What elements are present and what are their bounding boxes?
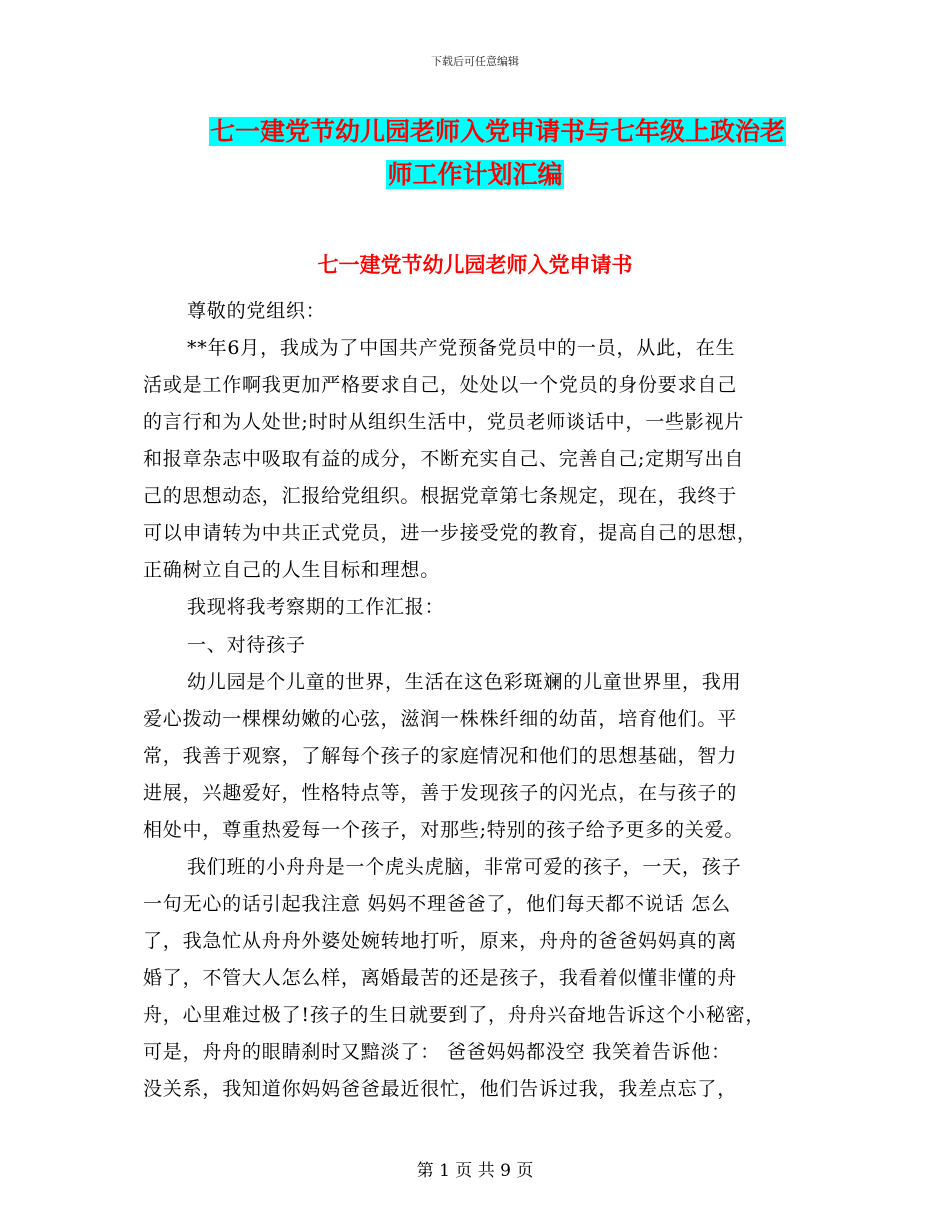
text-line: 进展，兴趣爱好，性格特点等，善于发现孩子的闪光点，在与孩子的: [143, 782, 738, 804]
text-line: 正确树立自己的人生目标和理想。: [143, 559, 441, 581]
text-line: 舟，心里难过极了!孩子的生日就要到了，舟舟兴奋地告诉这个小秘密，: [143, 1004, 766, 1026]
text-line: 我现将我考察期的工作汇报：: [187, 596, 445, 618]
text-line: 相处中，尊重热爱每一个孩子，对那些;特别的孩子给予更多的关爱。: [143, 819, 745, 841]
text-line: 的言行和为人处世;时时从组织生活中，党员老师谈话中，一些影视片: [143, 411, 745, 433]
text-line: 没关系，我知道你妈妈爸爸最近很忙，他们告诉过我，我差点忘了，: [143, 1078, 738, 1100]
text-line: 尊敬的党组织：: [187, 300, 326, 322]
header-note: 下载后可任意编辑: [431, 55, 519, 68]
document-title-text-2: 师工作计划汇编: [387, 160, 563, 189]
text-line: 常，我善于观察，了解每个孩子的家庭情况和他们的思想基础，智力: [143, 745, 738, 767]
text-line: 可是，舟舟的眼睛刹时又黯淡了： 爸爸妈妈都没空 我笑着告诉他：: [143, 1041, 731, 1063]
text-line: 己的思想动态，汇报给党组织。根据党章第七条规定，现在，我终于: [143, 485, 738, 507]
section-title: 七一建党节幼儿园老师入党申请书: [317, 252, 633, 277]
text-line: **年6月，我成为了中国共产党预备党员中的一员，从此，在生: [187, 337, 736, 359]
text-line: 幼儿园是个儿童的世界，生活在这色彩斑斓的儿童世界里，我用: [187, 671, 742, 693]
text-line: 我们班的小舟舟是一个虎头虎脑，非常可爱的孩子，一天，孩子: [187, 856, 742, 878]
text-line: 婚了，不管大人怎么样，离婚最苦的还是孩子，我看着似懂非懂的舟: [143, 967, 738, 989]
text-line: 和报章杂志中吸取有益的成分，不断充实自己、完善自己;定期写出自: [143, 448, 745, 470]
document-title-line-1: [0, 115, 950, 148]
text-line: 可以申请转为中共正式党员，进一步接受党的教育，提高自己的思想，: [143, 522, 757, 544]
text-line: 活或是工作啊我更加严格要求自己，处处以一个党员的身份要求自己: [143, 374, 738, 396]
text-line: 一、对待孩子: [187, 634, 306, 656]
text-line: 了，我急忙从舟舟外婆处婉转地打听，原来，舟舟的爸爸妈妈真的离: [143, 930, 738, 952]
document-title-line-2: [0, 158, 950, 191]
document-title-text-1: 七一建党节幼儿园老师入党申请书与七年级上政治老: [209, 117, 785, 146]
text-line: 一句无心的话引起我注意 妈妈不理爸爸了，他们每天都不说话 怎么: [143, 893, 731, 915]
page-number: 第 1 页 共 9 页: [416, 1161, 534, 1181]
text-line: 爱心拨动一棵棵幼嫩的心弦，滋润一株株纤细的幼苗，培育他们。平: [143, 708, 738, 730]
